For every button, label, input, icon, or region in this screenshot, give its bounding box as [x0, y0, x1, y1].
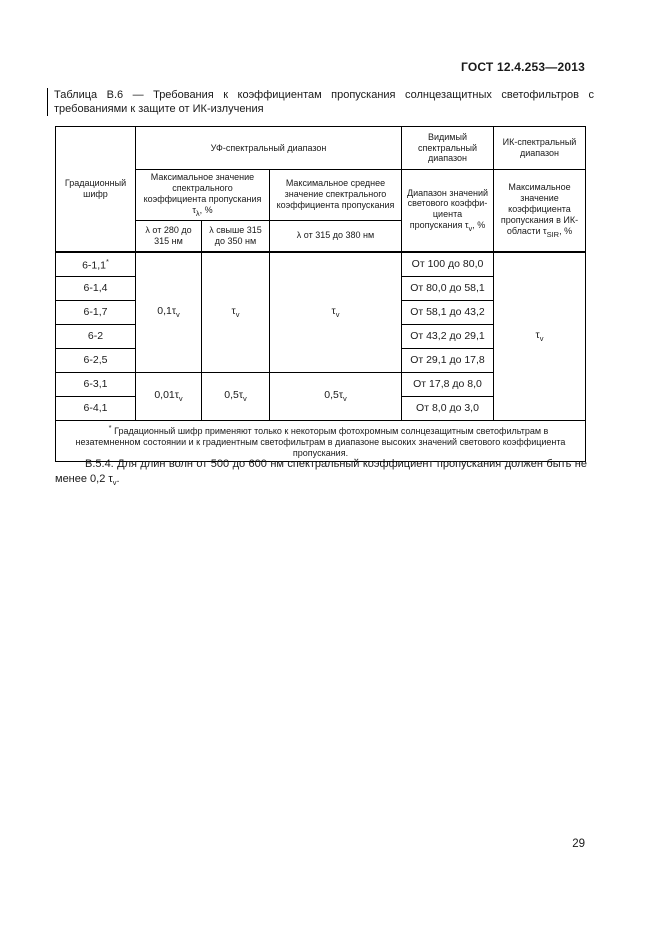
col-header-visible-range: Видимый спектральный диапазон: [402, 127, 494, 170]
uv-max-280-315-group1-cell: $0,1\tau_v$: [136, 252, 202, 373]
table-caption: Таблица В.6 — Требования к коэффициентам пропускания солнцезащитных светофильтров с требованиями к защите от ИК-излучения: [47, 88, 594, 116]
header-row-groups: [56, 127, 586, 170]
visible-range-cell: От 17,8 до 8,0: [402, 372, 494, 396]
requirements-table: [55, 126, 586, 462]
grad-code-cell: 6-1,7: [56, 300, 136, 324]
uv-max-315-350-group1-cell: $\tau_v$: [202, 252, 270, 373]
uv-max-280-315-group2-cell: $0,01\tau_v$: [136, 372, 202, 420]
grad-code-cell: 6-2: [56, 324, 136, 348]
doc-number: ГОСТ 12.4.253—2013: [460, 60, 585, 74]
header-row-subgroups: [56, 170, 586, 221]
paragraph-b54: В.5.4. Для длин волн от 500 до 600 нм спектральный коэффициент пропускания должен быть не менее 0,2 $\tau_v$.: [55, 458, 587, 488]
grad-code-cell: 6-1,1*: [56, 252, 136, 277]
visible-range-cell: От 58,1 до 43,2: [402, 300, 494, 324]
grad-code-cell: 6-2,5: [56, 348, 136, 372]
col-header-max-avg: Максимальное среднее значение спектрального коэффициента пропускания: [270, 170, 402, 221]
uv-max-315-350-group2-cell: $0,5\tau_v$: [202, 372, 270, 420]
table-row: [56, 252, 586, 277]
visible-range-cell: От 29,1 до 17,8: [402, 348, 494, 372]
visible-range-cell: От 43,2 до 29,1: [402, 324, 494, 348]
uv-avg-315-380-group1-cell: $\tau_v$: [270, 252, 402, 373]
grad-code-cell: 6-1,4: [56, 276, 136, 300]
ir-value-cell: $\tau_v$: [494, 252, 586, 421]
grad-code-cell: 6-3,1: [56, 372, 136, 396]
col-header-uv-range: УФ-спектральный диапазон: [136, 127, 402, 170]
col-header-lambda-315-350: λ свыше 315 до 350 нм: [202, 220, 270, 252]
col-header-ir-max: Максимальное значение коэффициента пропускания в ИК-области $\tau_{SIR}$, %: [494, 170, 586, 252]
col-header-lambda-315-380: λ от 315 до 380 нм: [270, 220, 402, 252]
footnote-row: [56, 420, 586, 461]
visible-range-cell: От 80,0 до 58,1: [402, 276, 494, 300]
col-header-lambda-280-315: λ от 280 до 315 нм: [136, 220, 202, 252]
uv-avg-315-380-group2-cell: $0,5\tau_v$: [270, 372, 402, 420]
col-header-grad-code: Градационный шифр: [56, 127, 136, 252]
grad-code-cell: 6-4,1: [56, 396, 136, 420]
page-number: 29: [572, 838, 585, 850]
visible-range-cell: От 100 до 80,0: [402, 252, 494, 277]
table-footnote: * Градационный шифр применяют только к некоторым фотохромным солнцезащитным светофильтрам в незатемненном состоянии и к градиентным светофильтрам в диапазоне высоких значений светового коэффициента пропускания.: [56, 420, 586, 461]
col-header-visible-values: Диапазон значений светового коэффи-циента пропускания $\tau_v$, %: [402, 170, 494, 252]
col-header-max-spectral: Максимальное значение спектрального коэффициента пропускания $\tau_\lambda$, %: [136, 170, 270, 221]
col-header-ir-range: ИК-спектральный диапазон: [494, 127, 586, 170]
visible-range-cell: От 8,0 до 3,0: [402, 396, 494, 420]
